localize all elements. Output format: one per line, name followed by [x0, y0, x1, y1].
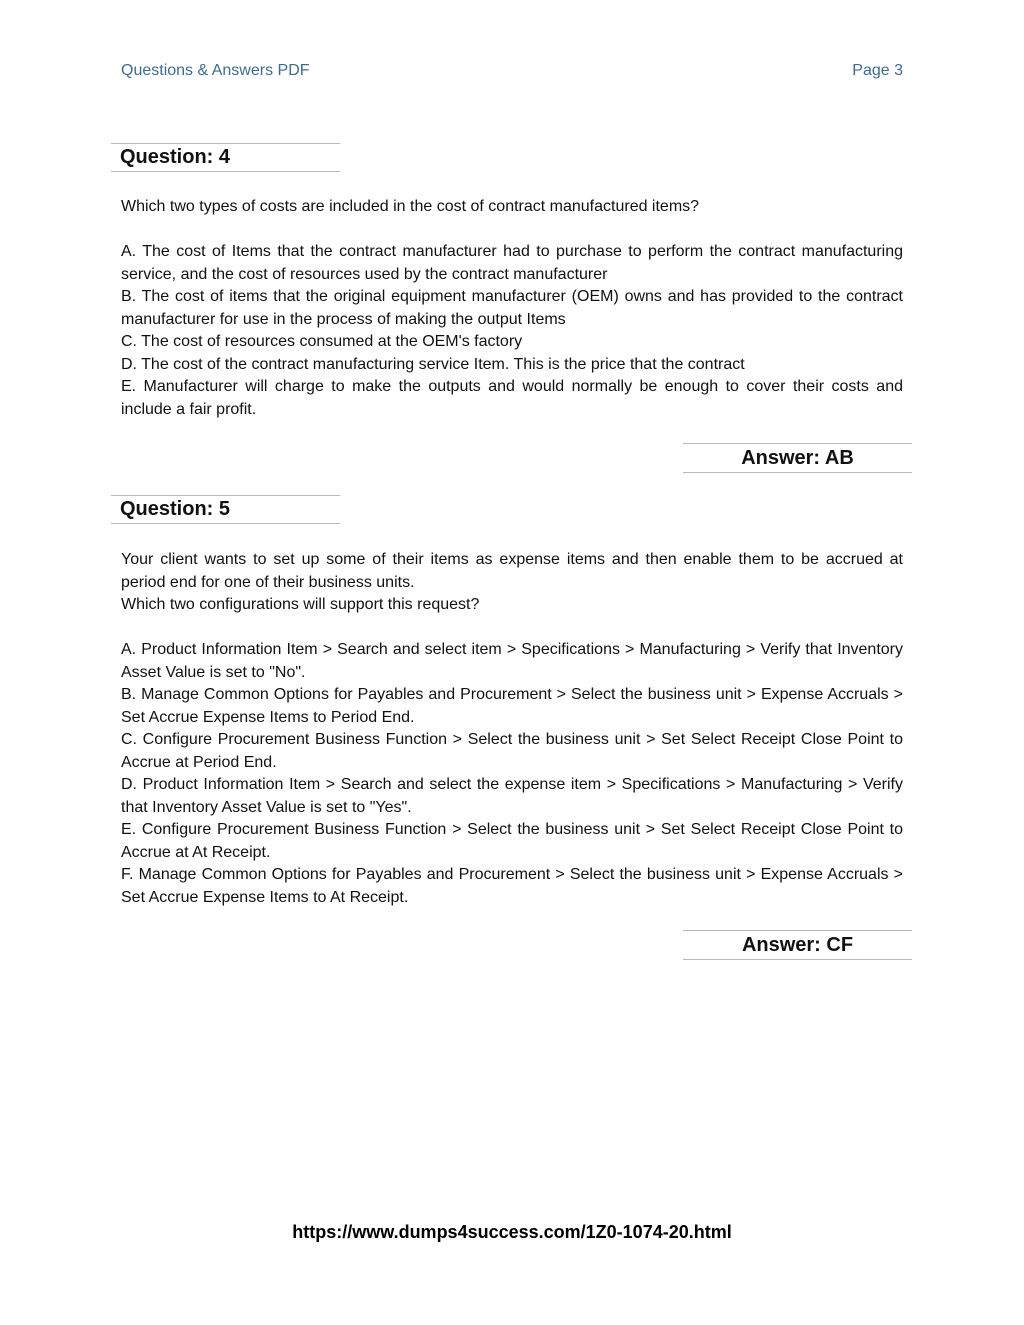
question-4-option-c: C. The cost of resources consumed at the OEM's factory: [121, 333, 523, 350]
page-header: [121, 60, 903, 84]
question-4-option-b: B. The cost of items that the original equipment manufacturer (OEM) owns and has provided to the contract manufacturer for use in the process of making the output Items: [121, 288, 903, 328]
question-5-options: [121, 639, 903, 909]
question-5-option-f: F. Manage Common Options for Payables and Procurement > Select the business unit > Expense Accruals > Set Accrue Expense Items to At Receipt.: [121, 866, 903, 906]
question-4-stem: [121, 196, 903, 219]
question-5-stem: [121, 549, 903, 617]
question-5-title: Question: 5: [120, 498, 231, 520]
question-5-heading: [111, 495, 340, 524]
question-4-title: Question: 4: [120, 146, 231, 168]
question-4-option-a: A. The cost of Items that the contract manufacturer had to purchase to perform the contract manufacturing service, and the cost of resources used by the contract manufacturer: [121, 243, 903, 283]
question-4-answer-box: [683, 443, 912, 473]
question-5-option-b: B. Manage Common Options for Payables and Procurement > Select the business unit > Expense Accruals > Set Accrue Expense Items to Period End.: [121, 686, 903, 726]
page-number: Page 3: [852, 62, 903, 79]
footer-url[interactable]: https://www.dumps4success.com/1Z0-1074-20.html: [292, 1222, 732, 1242]
document-title: Questions & Answers PDF: [121, 62, 310, 79]
question-5-prompt: Which two configurations will support this request?: [121, 596, 480, 613]
question-5-option-d: D. Product Information Item > Search and select the expense item > Specifications > Manufacturing > Verify that Inventory Asset Value is set to "Yes".: [121, 776, 903, 816]
question-5-option-a: A. Product Information Item > Search and select item > Specifications > Manufacturing > Verify that Inventory Asset Value is set to "No".: [121, 641, 903, 681]
question-4-options: [121, 241, 903, 421]
question-4-text: Which two types of costs are included in the cost of contract manufactured items?: [121, 198, 700, 215]
question-4-option-d: D. The cost of the contract manufacturing service Item. This is the price that the contract: [121, 355, 745, 373]
question-5-text: Your client wants to set up some of their items as expense items and then enable them to be accrued at period end for one of their business units.: [121, 551, 903, 591]
question-5-answer: Answer: CF: [741, 934, 854, 956]
question-4-option-e: E. Manufacturer will charge to make the outputs and would normally be enough to cover their costs and include a fair profit.: [121, 378, 903, 418]
question-5-answer-box: [683, 930, 912, 960]
question-5-option-e: E. Configure Procurement Business Function > Select the business unit > Set Select Receipt Close Point to Accrue at At Receipt.: [121, 821, 903, 861]
question-4-answer: Answer: AB: [741, 447, 854, 469]
question-4-heading: [111, 143, 340, 172]
question-5-option-c: C. Configure Procurement Business Function > Select the business unit > Set Select Receipt Close Point to Accrue at Period End.: [121, 731, 903, 771]
